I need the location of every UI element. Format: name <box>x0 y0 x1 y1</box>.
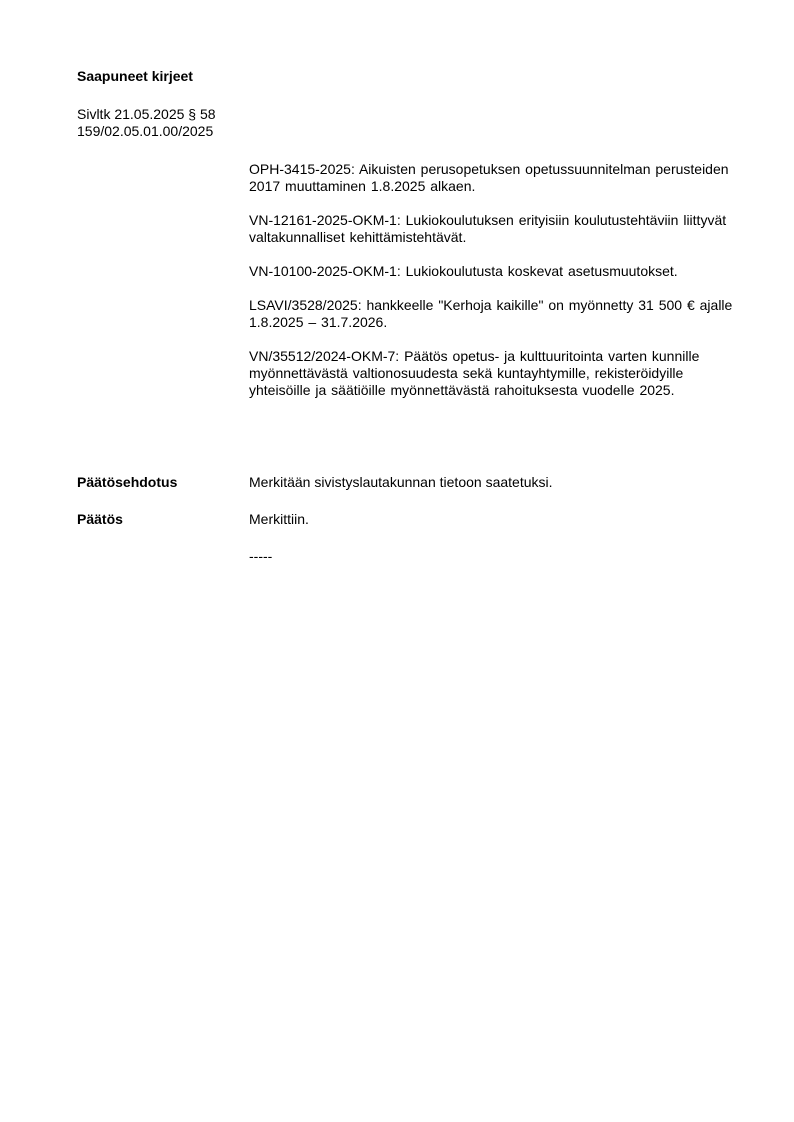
decision-label: Päätös <box>77 511 123 527</box>
letter-item: LSAVI/3528/2025: hankkeelle "Kerhoja kaikille" on myönnetty 31 500 € ajalle 1.8.2025 – 31.7.2026. <box>249 297 733 330</box>
letter-item: OPH-3415-2025: Aikuisten perusopetuksen opetussuunnitelman perusteiden 2017 muuttaminen 1.8.2025 alkaen. <box>249 161 729 194</box>
letter-item: VN/35512/2024-OKM-7: Päätös opetus- ja kulttuuritointa varten kunnille myönnettävästä valtionosuudesta sekä kuntayhtymille, rekisteröidyille yhteisöille ja säätiöille myönnettävästä rahoituksesta vuodelle 2025. <box>249 348 700 398</box>
letter-item: VN-10100-2025-OKM-1: Lukiokoulutusta koskevat asetusmuutokset. <box>249 263 678 279</box>
meeting-reference: Sivltk 21.05.2025 § 58 <box>77 106 216 122</box>
letter-item: VN-12161-2025-OKM-1: Lukiokoulutuksen erityisiin koulutustehtäviin liittyvät valtakunnalliset kehittämistehtävät. <box>249 212 727 245</box>
decision-proposal-text: Merkitään sivistyslautakunnan tietoon saatetuksi. <box>249 474 553 490</box>
decision-text: Merkittiin. <box>249 511 309 527</box>
record-number: 159/02.05.01.00/2025 <box>77 123 214 139</box>
page-title: Saapuneet kirjeet <box>77 68 193 84</box>
reference-block <box>77 106 216 140</box>
decision-proposal-label: Päätösehdotus <box>77 474 178 490</box>
section-separator: ----- <box>249 548 273 564</box>
incoming-letters-list <box>249 161 749 416</box>
